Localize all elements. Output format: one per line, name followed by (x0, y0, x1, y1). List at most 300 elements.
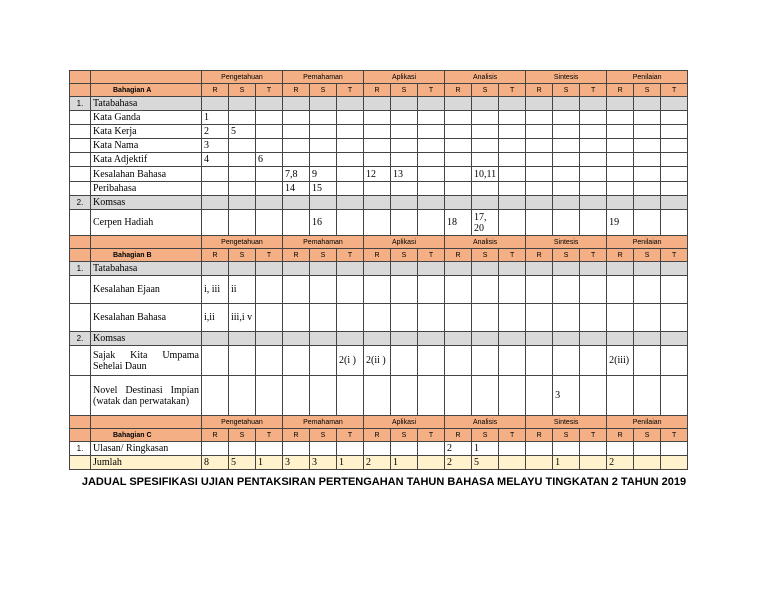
mark-cell (256, 196, 283, 210)
mark-cell (391, 182, 418, 196)
mark-cell (256, 262, 283, 276)
mark-cell (607, 111, 634, 125)
subcolumn-header: S (553, 249, 580, 262)
mark-cell (445, 167, 472, 182)
mark-cell (256, 304, 283, 332)
mark-cell: 13 (391, 167, 418, 182)
mark-cell (283, 97, 310, 111)
mark-cell (202, 262, 229, 276)
level-header: Pengetahuan (202, 71, 283, 84)
mark-cell (445, 346, 472, 376)
subcolumn-header: T (418, 429, 445, 442)
subcolumn-header: S (472, 429, 499, 442)
mark-cell (229, 139, 256, 153)
mark-cell (445, 111, 472, 125)
mark-cell (229, 442, 256, 456)
level-header: Pemahaman (283, 416, 364, 429)
group-title: Tatabahasa (91, 262, 202, 276)
total-label: Jumlah (91, 456, 202, 470)
item-label: Cerpen Hadiah (91, 210, 202, 236)
group-row (70, 442, 688, 456)
mark-cell (553, 442, 580, 456)
mark-cell (526, 332, 553, 346)
mark-cell (472, 346, 499, 376)
mark-cell (391, 111, 418, 125)
group-number: 2. (70, 332, 91, 346)
mark-cell (256, 442, 283, 456)
group-row (70, 196, 688, 210)
mark-cell (310, 304, 337, 332)
mark-cell (661, 442, 688, 456)
mark-cell (580, 111, 607, 125)
item-label: Kata Nama (91, 139, 202, 153)
mark-cell (661, 167, 688, 182)
mark-cell (634, 182, 661, 196)
subcolumn-header-row (70, 249, 688, 262)
mark-cell (607, 304, 634, 332)
mark-cell (634, 442, 661, 456)
level-header-row (70, 236, 688, 249)
level-header: Pengetahuan (202, 236, 283, 249)
subcolumn-header: R (283, 429, 310, 442)
mark-cell (580, 262, 607, 276)
mark-cell (553, 139, 580, 153)
mark-cell (283, 139, 310, 153)
mark-cell (526, 167, 553, 182)
total-cell (634, 456, 661, 470)
mark-cell (445, 376, 472, 416)
mark-cell (526, 111, 553, 125)
total-row (70, 456, 688, 470)
mark-cell (310, 442, 337, 456)
mark-cell (418, 346, 445, 376)
mark-cell (661, 376, 688, 416)
header-blank-cell (70, 236, 91, 249)
mark-cell (580, 125, 607, 139)
total-cell (526, 456, 553, 470)
mark-cell (310, 153, 337, 167)
mark-cell (337, 332, 364, 346)
mark-cell (202, 332, 229, 346)
mark-cell (526, 210, 553, 236)
mark-cell (526, 182, 553, 196)
subcolumn-header: R (526, 429, 553, 442)
mark-cell (661, 111, 688, 125)
subcolumn-header: T (256, 249, 283, 262)
mark-cell (499, 376, 526, 416)
mark-cell (634, 196, 661, 210)
mark-cell (418, 139, 445, 153)
mark-cell: 1 (202, 111, 229, 125)
mark-cell (418, 97, 445, 111)
mark-cell (472, 196, 499, 210)
total-cell (580, 456, 607, 470)
level-header: Analisis (445, 71, 526, 84)
mark-cell (607, 167, 634, 182)
item-row (70, 153, 688, 167)
mark-cell (256, 125, 283, 139)
mark-cell (418, 304, 445, 332)
mark-cell (364, 262, 391, 276)
header-blank-cell (91, 416, 202, 429)
mark-cell (472, 276, 499, 304)
mark-cell (634, 262, 661, 276)
mark-cell (634, 332, 661, 346)
mark-cell (472, 332, 499, 346)
mark-cell (499, 167, 526, 182)
mark-cell (553, 182, 580, 196)
mark-cell (580, 332, 607, 346)
subcolumn-header: S (634, 429, 661, 442)
mark-cell: 17, 20 (472, 210, 499, 236)
level-header: Pengetahuan (202, 416, 283, 429)
group-row (70, 97, 688, 111)
mark-cell (472, 182, 499, 196)
total-cell (499, 456, 526, 470)
mark-cell (283, 111, 310, 125)
mark-cell (553, 210, 580, 236)
subcolumn-header: R (202, 249, 229, 262)
blank-cell (70, 125, 91, 139)
total-cell: 1 (391, 456, 418, 470)
mark-cell (256, 376, 283, 416)
mark-cell (499, 125, 526, 139)
subcolumn-header-row (70, 429, 688, 442)
mark-cell (580, 442, 607, 456)
group-number: 2. (70, 196, 91, 210)
group-title: Ulasan/ Ringkasan (91, 442, 202, 456)
item-row (70, 210, 688, 236)
mark-cell (472, 153, 499, 167)
mark-cell (283, 332, 310, 346)
subcolumn-header: R (283, 84, 310, 97)
mark-cell (229, 262, 256, 276)
mark-cell (283, 442, 310, 456)
item-label: Kesalahan Bahasa (91, 167, 202, 182)
subcolumn-header: R (445, 429, 472, 442)
mark-cell (553, 346, 580, 376)
mark-cell (310, 262, 337, 276)
mark-cell (364, 332, 391, 346)
mark-cell (580, 167, 607, 182)
mark-cell (634, 346, 661, 376)
group-row (70, 262, 688, 276)
mark-cell (499, 304, 526, 332)
section-title: Bahagian A (91, 84, 202, 97)
mark-cell (418, 182, 445, 196)
total-cell: 2 (364, 456, 391, 470)
mark-cell (607, 276, 634, 304)
subcolumn-header: S (634, 84, 661, 97)
mark-cell (310, 97, 337, 111)
mark-cell (499, 332, 526, 346)
mark-cell (634, 153, 661, 167)
mark-cell (202, 182, 229, 196)
mark-cell: 15 (310, 182, 337, 196)
header-blank-cell (91, 236, 202, 249)
mark-cell (607, 153, 634, 167)
blank-cell (70, 276, 91, 304)
mark-cell (391, 153, 418, 167)
mark-cell (256, 167, 283, 182)
mark-cell: 4 (202, 153, 229, 167)
total-cell: 5 (472, 456, 499, 470)
mark-cell (607, 376, 634, 416)
item-row (70, 125, 688, 139)
mark-cell (553, 276, 580, 304)
mark-cell (634, 111, 661, 125)
mark-cell (526, 376, 553, 416)
mark-cell (661, 332, 688, 346)
mark-cell (661, 153, 688, 167)
mark-cell (607, 442, 634, 456)
level-header-row (70, 416, 688, 429)
specification-table (69, 70, 688, 470)
level-header: Penilaian (607, 416, 688, 429)
mark-cell (310, 125, 337, 139)
level-header: Pemahaman (283, 71, 364, 84)
mark-cell (229, 210, 256, 236)
subcolumn-header: S (391, 84, 418, 97)
mark-cell (337, 376, 364, 416)
section-title: Bahagian C (91, 429, 202, 442)
subcolumn-header: T (661, 429, 688, 442)
subcolumn-header: S (472, 84, 499, 97)
total-cell: 2 (607, 456, 634, 470)
mark-cell (553, 153, 580, 167)
mark-cell (283, 196, 310, 210)
mark-cell (364, 196, 391, 210)
mark-cell (391, 125, 418, 139)
section-title: Bahagian B (91, 249, 202, 262)
mark-cell (634, 276, 661, 304)
mark-cell (418, 153, 445, 167)
blank-cell (70, 111, 91, 125)
mark-cell (472, 125, 499, 139)
mark-cell (256, 182, 283, 196)
mark-cell (391, 276, 418, 304)
mark-cell (418, 210, 445, 236)
mark-cell (418, 196, 445, 210)
total-cell: 1 (337, 456, 364, 470)
mark-cell (445, 262, 472, 276)
mark-cell (445, 196, 472, 210)
mark-cell (445, 182, 472, 196)
group-number: 1. (70, 442, 91, 456)
subcolumn-header: R (364, 429, 391, 442)
mark-cell (553, 167, 580, 182)
level-header: Penilaian (607, 71, 688, 84)
subcolumn-header: T (580, 429, 607, 442)
mark-cell (445, 125, 472, 139)
mark-cell (499, 196, 526, 210)
mark-cell (472, 97, 499, 111)
mark-cell (364, 442, 391, 456)
mark-cell (283, 210, 310, 236)
group-number: 1. (70, 97, 91, 111)
mark-cell (283, 262, 310, 276)
header-blank-cell (70, 84, 91, 97)
subcolumn-header: S (310, 429, 337, 442)
mark-cell (337, 167, 364, 182)
level-header: Sintesis (526, 416, 607, 429)
mark-cell (661, 97, 688, 111)
subcolumn-header: R (445, 84, 472, 97)
mark-cell (202, 210, 229, 236)
item-row (70, 167, 688, 182)
mark-cell (337, 276, 364, 304)
header-blank-cell (70, 71, 91, 84)
mark-cell (418, 167, 445, 182)
mark-cell (283, 153, 310, 167)
mark-cell (580, 153, 607, 167)
mark-cell (202, 167, 229, 182)
mark-cell (499, 442, 526, 456)
mark-cell (526, 139, 553, 153)
mark-cell (364, 276, 391, 304)
mark-cell (580, 139, 607, 153)
subcolumn-header: R (607, 429, 634, 442)
mark-cell: i, iii (202, 276, 229, 304)
mark-cell (499, 153, 526, 167)
mark-cell (391, 332, 418, 346)
level-header: Analisis (445, 236, 526, 249)
mark-cell (526, 196, 553, 210)
mark-cell (418, 332, 445, 346)
mark-cell (445, 153, 472, 167)
mark-cell: 12 (364, 167, 391, 182)
mark-cell (526, 97, 553, 111)
item-label: Kata Kerja (91, 125, 202, 139)
mark-cell (634, 97, 661, 111)
mark-cell (337, 153, 364, 167)
mark-cell (202, 196, 229, 210)
total-cell: 2 (445, 456, 472, 470)
blank-cell (70, 376, 91, 416)
header-blank-cell (70, 416, 91, 429)
mark-cell (580, 182, 607, 196)
item-label: Peribahasa (91, 182, 202, 196)
mark-cell (283, 346, 310, 376)
mark-cell (229, 332, 256, 346)
mark-cell (310, 346, 337, 376)
mark-cell: 7,8 (283, 167, 310, 182)
mark-cell (472, 304, 499, 332)
item-row (70, 111, 688, 125)
mark-cell (418, 276, 445, 304)
mark-cell (391, 442, 418, 456)
subcolumn-header: S (229, 249, 256, 262)
blank-cell (70, 167, 91, 182)
mark-cell (634, 139, 661, 153)
total-cell: 3 (283, 456, 310, 470)
header-blank-cell (70, 249, 91, 262)
subcolumn-header: S (310, 249, 337, 262)
mark-cell (607, 262, 634, 276)
mark-cell (499, 139, 526, 153)
mark-cell (364, 139, 391, 153)
subcolumn-header: T (418, 84, 445, 97)
level-header: Analisis (445, 416, 526, 429)
mark-cell (391, 210, 418, 236)
mark-cell (499, 276, 526, 304)
mark-cell (310, 111, 337, 125)
mark-cell (256, 210, 283, 236)
subcolumn-header: R (526, 84, 553, 97)
mark-cell (445, 139, 472, 153)
mark-cell (553, 125, 580, 139)
mark-cell (337, 125, 364, 139)
mark-cell (229, 97, 256, 111)
mark-cell (445, 97, 472, 111)
mark-cell (661, 262, 688, 276)
mark-cell (553, 304, 580, 332)
mark-cell: 1 (472, 442, 499, 456)
mark-cell (634, 304, 661, 332)
blank-cell (70, 182, 91, 196)
mark-cell (499, 210, 526, 236)
mark-cell (418, 111, 445, 125)
mark-cell (418, 125, 445, 139)
mark-cell (445, 332, 472, 346)
subcolumn-header: S (229, 84, 256, 97)
mark-cell (364, 111, 391, 125)
mark-cell (580, 346, 607, 376)
mark-cell: 2 (445, 442, 472, 456)
subcolumn-header: T (499, 429, 526, 442)
group-title: Tatabahasa (91, 97, 202, 111)
mark-cell (499, 182, 526, 196)
mark-cell (229, 111, 256, 125)
mark-cell (256, 332, 283, 346)
mark-cell (337, 196, 364, 210)
subcolumn-header: T (580, 249, 607, 262)
mark-cell (553, 262, 580, 276)
mark-cell (391, 346, 418, 376)
mark-cell (418, 262, 445, 276)
subcolumn-header: R (607, 249, 634, 262)
mark-cell: 19 (607, 210, 634, 236)
item-row (70, 139, 688, 153)
mark-cell (364, 376, 391, 416)
table-caption: JADUAL SPESIFIKASI UJIAN PENTAKSIRAN PERTENGAHAN TAHUN BAHASA MELAYU TINGKATAN 2 TAHUN 2019 (81, 476, 687, 488)
mark-cell (580, 276, 607, 304)
mark-cell (391, 139, 418, 153)
mark-cell (472, 376, 499, 416)
blank-cell (70, 456, 91, 470)
mark-cell (526, 262, 553, 276)
mark-cell (337, 182, 364, 196)
mark-cell (553, 97, 580, 111)
level-header: Pemahaman (283, 236, 364, 249)
mark-cell (526, 153, 553, 167)
mark-cell (364, 210, 391, 236)
subcolumn-header: R (607, 84, 634, 97)
subcolumn-header: S (553, 429, 580, 442)
mark-cell (229, 376, 256, 416)
mark-cell (526, 442, 553, 456)
subcolumn-header: S (391, 249, 418, 262)
item-row (70, 346, 688, 376)
item-label: Sajak Kita Umpama Sehelai Daun (91, 346, 202, 376)
blank-cell (70, 139, 91, 153)
level-header: Aplikasi (364, 236, 445, 249)
mark-cell (391, 97, 418, 111)
mark-cell (634, 125, 661, 139)
mark-cell (445, 304, 472, 332)
mark-cell (229, 167, 256, 182)
total-cell (661, 456, 688, 470)
